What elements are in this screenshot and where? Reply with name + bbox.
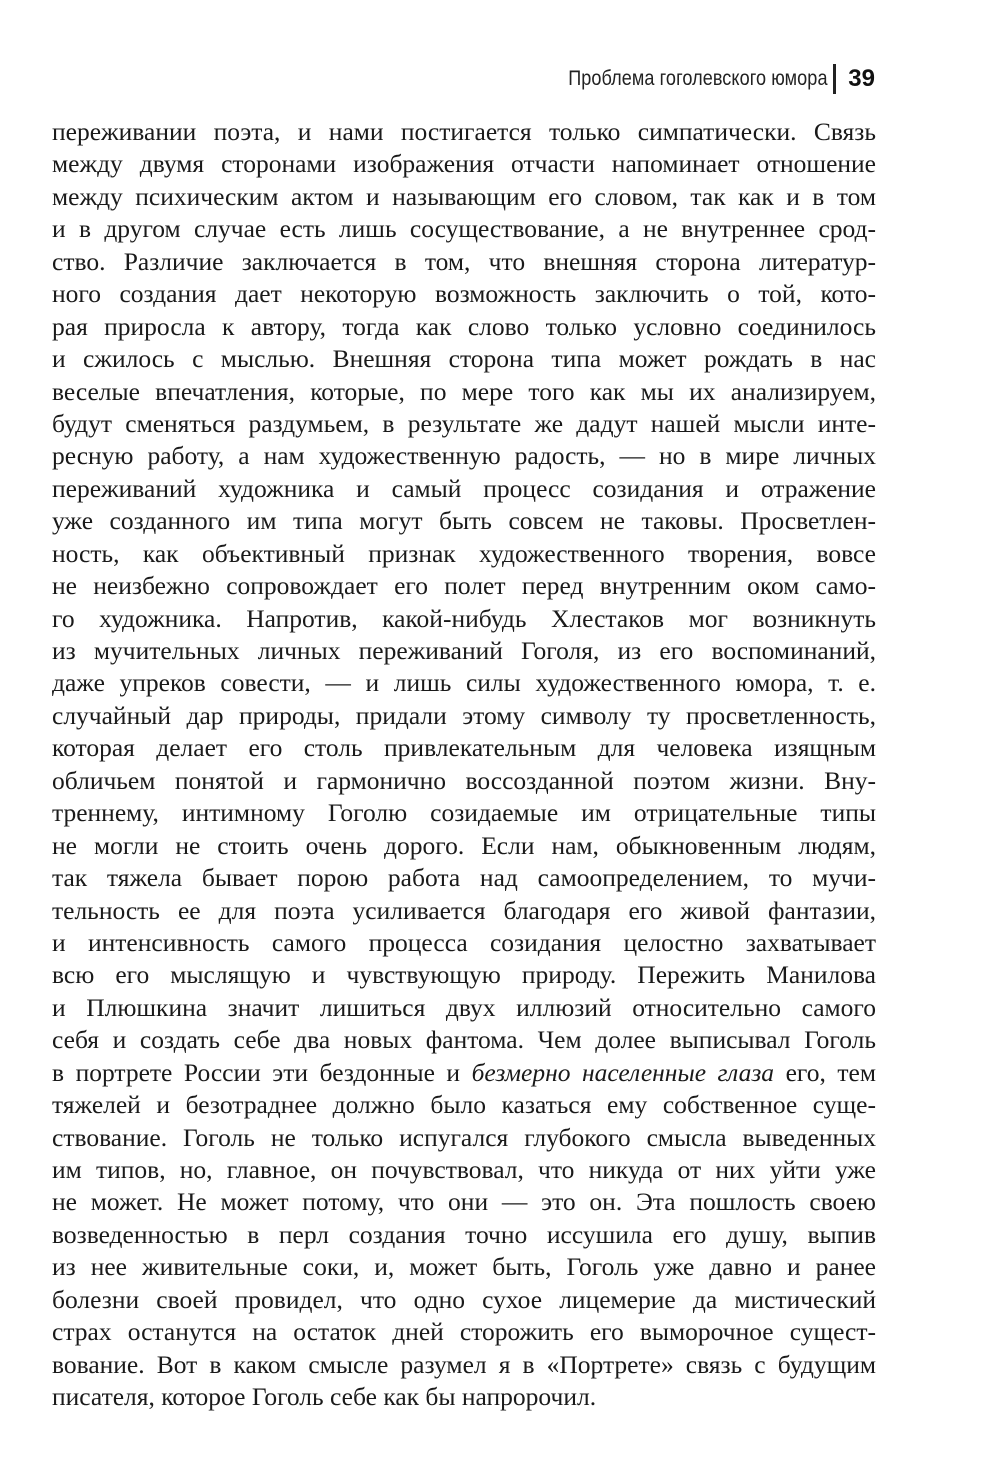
text-line: ствование. Гоголь не только испугался глубокого смысла выведенных [52, 1122, 876, 1152]
text-line: тельность ее для поэта усиливается благодаря его живой фантазии, [52, 895, 876, 925]
text-line: между психическим актом и называющим его словом, так как и в том [52, 181, 876, 211]
text-line: переживаний художника и самый процесс созидания и отражение [52, 473, 876, 503]
text-line: ство. Различие заключается в том, что внешняя сторона литератур- [52, 246, 876, 276]
text-line: ного создания дает некоторую возможность заключить о той, кото- [52, 279, 876, 309]
text-line: так тяжела бывает порою работа над самоопределением, то мучи- [52, 863, 876, 893]
running-head-divider [833, 64, 836, 94]
text-line: случайный дар природы, придали этому символу ту просветленность, [52, 700, 876, 730]
text-segment: его, тем [774, 1057, 876, 1087]
page-number: 39 [848, 65, 875, 92]
running-head [526, 62, 875, 96]
text-line: не могли не стоить очень дорого. Если нам, обыкновенным людям, [52, 830, 876, 860]
text-line: между двумя сторонами изображения отчасти напоминает отношение [52, 149, 876, 179]
text-line: которая делает его столь привлекательным для человека изящным [52, 733, 876, 763]
text-line: и Плюшкина значит лишиться двух иллюзий относительно самого [52, 992, 876, 1022]
text-line: рая приросла к автору, тогда как слово только условно соединилось [52, 311, 876, 341]
text-line: из нее живительные соки, и, может быть, Гоголь уже давно и ранее [52, 1252, 876, 1282]
text-line: уже созданного им типа могут быть совсем не таковы. Просветлен- [52, 506, 876, 536]
text-line: ресную работу, а нам художественную радость, — но в мире личных [52, 441, 876, 471]
text-line: себя и создать себе два новых фантома. Чем долее выписывал Гоголь [52, 1025, 876, 1055]
text-line: и интенсивность самого процесса созидания целостно захватывает [52, 927, 876, 957]
text-line: не неизбежно сопровождает его полет перед внутренним оком само- [52, 571, 876, 601]
text-line: им типов, но, главное, он почувствовал, что никуда от них уйти уже [52, 1155, 876, 1184]
body-text [52, 116, 876, 1414]
text-line: ность, как объективный признак художественного творения, вовсе [52, 538, 876, 568]
text-line: из мучительных личных переживаний Гоголя, из его воспоминаний, [52, 636, 876, 665]
text-line: го художника. Напротив, какой-нибудь Хлестаков мог возникнуть [52, 603, 876, 633]
text-line: и сжилось с мыслью. Внешняя сторона типа может рождать в нас [52, 344, 876, 374]
text-line-last: писателя, которое Гоголь себе как бы напророчил. [52, 1382, 597, 1412]
text-line: тяжелей и безотраднее должно было казаться ему собственное суще- [52, 1090, 876, 1120]
text-line: обличьем понятой и гармонично воссозданной поэтом жизни. Вну- [52, 765, 876, 795]
running-head-title: Проблема гоголевского юмора [567, 67, 828, 90]
text-line: и в другом случае есть лишь сосуществование, а не внутреннее срод- [52, 214, 876, 244]
text-line: будут сменяться раздумьем, в результате же дадут нашей мысли инте- [52, 408, 876, 438]
text-line: вование. Вот в каком смысле разумел я в «Портрете» связь с будущим [52, 1349, 876, 1379]
text-line: веселые впечатления, которые, по мере того как мы их анализируем, [52, 376, 876, 406]
text-segment: в портрете России эти бездонные и [52, 1057, 472, 1087]
text-line: даже упреков совести, — и лишь силы художественного юмора, т. е. [52, 668, 876, 698]
text-line: страх останутся на остаток дней сторожить его выморочное сущест- [52, 1317, 876, 1347]
text-line: переживании поэта, и нами постигается только симпатически. Связь [52, 117, 876, 146]
italic-phrase: безмерно населенные глаза [471, 1057, 775, 1087]
text-line: болезни своей провидел, что одно сухое лицемерие да мистический [52, 1284, 876, 1314]
text-line: не может. Не может потому, что они — это он. Эта пошлость своею [52, 1187, 876, 1217]
text-line: треннему, интимному Гоголю созидаемые им отрицательные типы [52, 798, 876, 828]
text-line-with-italic [52, 1057, 876, 1089]
text-line: всю его мыслящую и чувствующую природу. Пережить Манилова [52, 960, 876, 990]
text-line: возведенностью в перл создания точно иссушила его душу, выпив [52, 1219, 876, 1249]
